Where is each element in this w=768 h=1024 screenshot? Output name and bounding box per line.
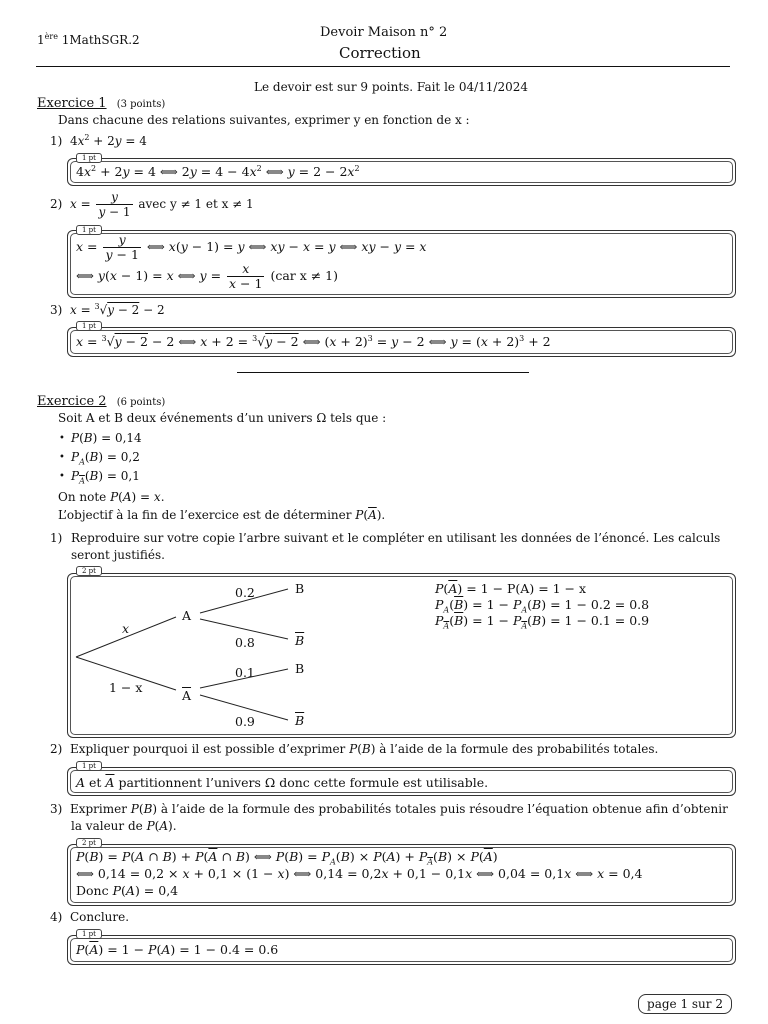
ex1-q1-answer: $4x^2 + 2y = 4$ ⟺ $2y = 4 - 4x^2$ ⟺ $y = 2 - 2x^2$ [76, 164, 360, 180]
ex1-q2-answer-line2: ⟺ y(x − 1) = x ⟺ y = $\frac{x}{x - 1}$ (car x ≠ 1) [76, 261, 339, 291]
ex1-q1-points: 1 pt [76, 153, 102, 163]
ex2-q3-answer-line3: Donc P(A) = 0,4 [76, 883, 179, 898]
tree-calc-1: $P(\overline{A}) = 1 - P(A) = 1 - x$ [435, 581, 587, 596]
probability-tree [70, 575, 330, 735]
ex2-q3-line1: 3) Exprimer P(B) à l’aide de la formule des probabilités totales puis résoudre l’équation obtenue afin d’obtenir [50, 802, 728, 816]
ex2-q4-points: 1 pt [76, 929, 102, 939]
ex1-q3: 3) x = $^3$√y − 2 − 2 [50, 302, 165, 317]
class-label: 1ère 1MathSGR.2 [37, 32, 140, 47]
bullet-2: • [59, 452, 65, 463]
ex1-q2-answer-line1: x = $\frac{y}{y - 1}$ ⟺ x(y − 1) = y ⟺ xy − x = y ⟺ xy − y = x [76, 232, 427, 262]
page-title: Devoir Maison n° 2 [320, 25, 448, 40]
ex1-instruction: Dans chacune des relations suivantes, exprimer y en fonction de x : [58, 113, 470, 127]
ex2-q2-points: 1 pt [76, 761, 102, 771]
ex2-q3-points: 2 pt [76, 838, 102, 848]
header-rule [36, 66, 730, 67]
bullet-3: • [59, 471, 65, 482]
ex1-title: Exercice 1 (3 points) [37, 96, 166, 111]
tree-leaf-bbar-1: $\overline{B}$ [295, 633, 305, 648]
ex1-q3-answer: x = $^3$√y − 2 − 2 ⟺ x + 2 = $^3$√y − 2 ⟺ $(x + 2)^3 = y - 2$ ⟺ $y = (x + 2)^3 + 2$ [76, 334, 551, 350]
tree-leaf-b-2: B [295, 661, 305, 676]
exercise-separator [237, 372, 529, 373]
tree-label-x: x [122, 621, 130, 636]
tree-leaf-b-1: B [295, 581, 305, 596]
ex2-q4-answer: $P(\overline{A}) = 1 - P(A) = 1 - 0.4 = 0.6$ [76, 942, 279, 957]
ex2-q4: 4) Conclure. [50, 910, 130, 924]
tree-label-1-x: 1 − x [109, 680, 143, 695]
ex2-intro: Soit A et B deux événements d’un univers Ω tels que : [58, 411, 387, 425]
ex2-objective: L’objectif à la fin de l’exercice est de déterminer $P(\overline{A})$. [58, 508, 386, 522]
ex1-q3-points: 1 pt [76, 321, 102, 331]
ex2-q3-answer-line2: ⟺ 0,14 = 0,2 × x + 0,1 × (1 − x) ⟺ 0,14 = 0,2x + 0,1 − 0,1x ⟺ 0,04 = 0,1x ⟺ x = 0,4 [76, 866, 643, 881]
tree-label-0-9: 0.9 [235, 714, 255, 729]
tree-node-abar: $\overline{A}$ [182, 688, 192, 703]
ex2-q3-answer-line1: P(B) = P(A ∩ $B) + P(\overline{A}$ ∩ B) ⟺ $P(B) = P_A(B) \times P(A) + P_{\overline{A}}(B) \times P(\overline{A})$ [76, 849, 498, 867]
ex2-q3-line2: la valeur de P(A). [71, 819, 177, 833]
tree-label-0-8: 0.8 [235, 635, 255, 650]
page-number: page 1 sur 2 [638, 994, 732, 1014]
ex2-q1-points: 2 pt [76, 566, 102, 576]
ex2-note: On note P(A) = x. [58, 490, 165, 504]
ex2-q1-line1: Reproduire sur votre copie l’arbre suivant et le compléter en utilisant les données de l’énoncé. Les calculs [71, 531, 721, 545]
ex2-q2: 2) Expliquer pourquoi il est possible d’exprimer P(B) à l’aide de la formule des probabilités totales. [50, 742, 659, 756]
ex2-title: Exercice 2 (6 points) [37, 394, 166, 409]
tree-label-0-2: 0.2 [235, 585, 255, 600]
tree-label-0-1: 0.1 [235, 665, 255, 680]
ex1-q1: 1) $4x^2 + 2y = 4$ [50, 133, 147, 148]
ex2-q1-line2: seront justifiés. [71, 548, 165, 562]
ex2-q1-num: 1) [50, 531, 63, 545]
bullet-1: • [59, 433, 65, 444]
page-subtitle: Correction [339, 44, 421, 62]
ex1-q2-points: 1 pt [76, 225, 102, 235]
tree-leaf-bbar-2: $\overline{B}$ [295, 713, 305, 728]
tree-calc-2: $P_A(\overline{B}) = 1 - P_A(B) = 1 - 0.2 = 0.8$ [435, 597, 650, 615]
ex1-q2: 2) x = $\frac{y}{y - 1}$ avec y ≠ 1 et x ≠ 1 [50, 190, 254, 219]
ex2-given-3: $P_{\overline{A}}(B) = 0,1$ [71, 469, 140, 486]
intro-text: Le devoir est sur 9 points. Fait le 04/11/2024 [254, 80, 528, 94]
ex2-q2-answer: A et $\overline{A}$ partitionnent l’univers Ω donc cette formule est utilisable. [76, 775, 489, 790]
tree-node-a: A [182, 608, 192, 623]
ex2-given-2: $P_A(B) = 0,2$ [71, 450, 140, 467]
ex2-given-1: P(B) = 0,14 [71, 431, 142, 445]
tree-calc-3: $P_{\overline{A}}(\overline{B}) = 1 - P_{\overline{A}}(B) = 1 - 0.1 = 0.9$ [435, 613, 650, 631]
